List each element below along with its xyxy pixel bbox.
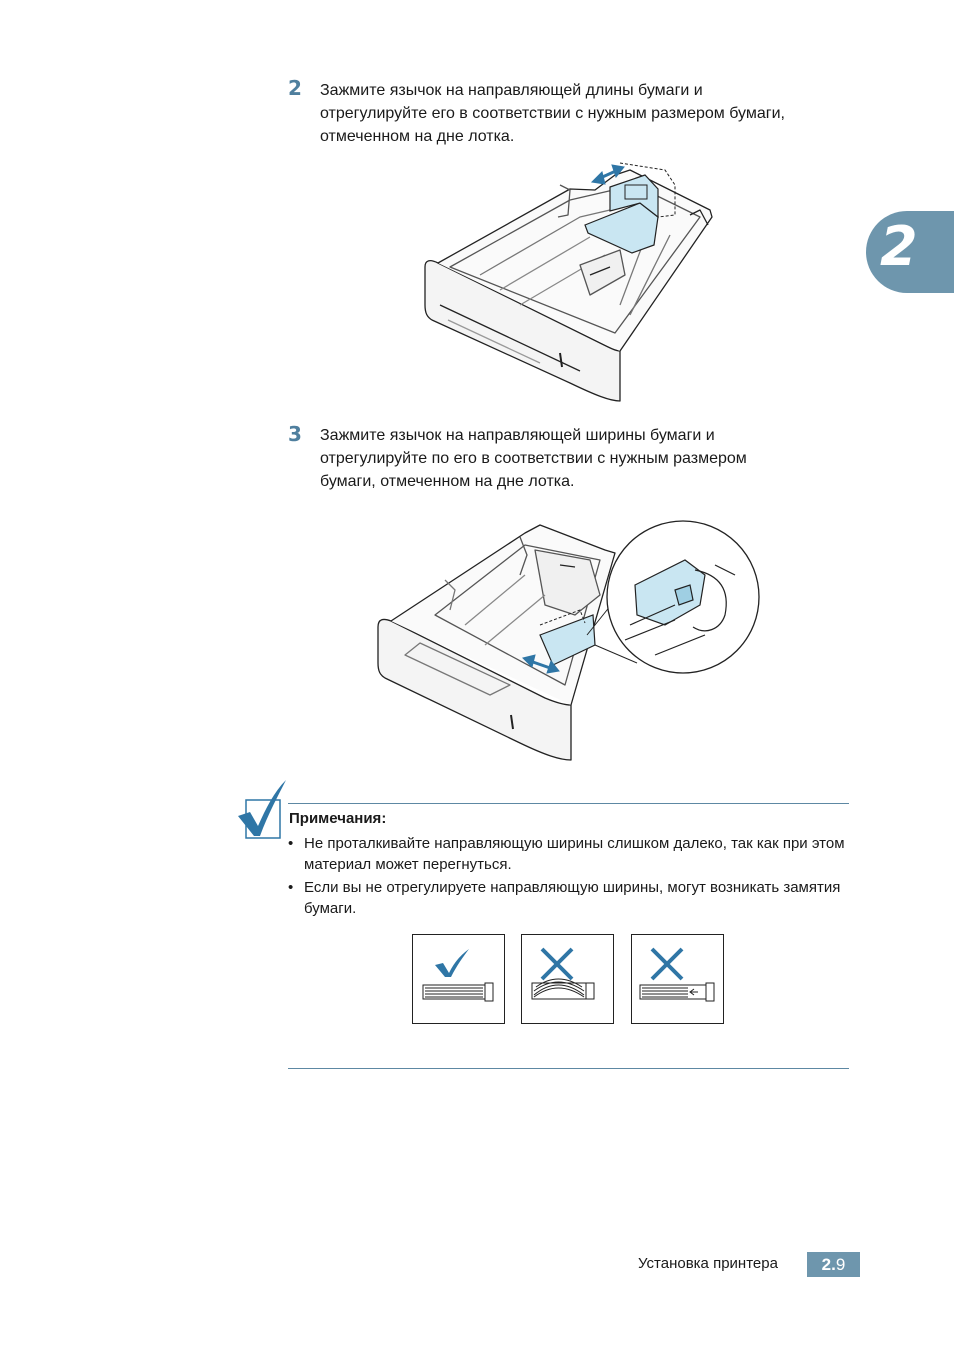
step-2-line-2: отрегулируйте его в соответствии с нужным размером бумаги,: [320, 105, 785, 122]
step-3-text: [320, 424, 860, 493]
step-3-line-3: бумаги, отмеченном на дне лотка.: [320, 473, 575, 490]
tray-length-guide-illustration: [420, 155, 720, 405]
step-2-text: [320, 79, 860, 148]
sample-too-loose-illustration: [632, 935, 723, 1023]
page-number-badge: [807, 1252, 860, 1277]
note-bottom-rule: [288, 1068, 849, 1069]
checkmark-icon: [435, 949, 469, 977]
note-checkmark-icon: [236, 778, 288, 840]
chapter-tab: [866, 211, 954, 293]
sample-correct: [412, 934, 505, 1024]
step-2-line-3: отмеченном на дне лотка.: [320, 128, 515, 145]
note-bullet-list: [288, 833, 853, 921]
note-top-rule: [288, 803, 849, 804]
sample-wrong-too-loose: [631, 934, 724, 1024]
step-3-line-2: отрегулируйте по его в соответствии с нужным размером: [320, 450, 747, 467]
cross-icon: [652, 949, 682, 979]
step-2-line-1: Зажмите язычок на направляющей длины бумаги и: [320, 82, 703, 99]
tray-width-guide-illustration: [375, 515, 765, 765]
sample-wrong-too-tight: [521, 934, 614, 1024]
step-2-number: 2: [288, 76, 302, 100]
step-3-number: 3: [288, 422, 302, 446]
note-bullet-1: • Не проталкивайте направляющую ширины слишком далеко, так как при этом материал может перегнуться.: [288, 833, 853, 875]
sample-correct-illustration: [413, 935, 504, 1023]
step-3-line-1: Зажмите язычок на направляющей ширины бумаги и: [320, 427, 715, 444]
chapter-tab-number: 2: [880, 215, 918, 278]
note-bullet-2: • Если вы не отрегулируете направляющую ширины, могут возникать замятия бумаги.: [288, 877, 853, 919]
note-title: Примечания:: [289, 810, 387, 827]
sample-too-tight-illustration: [522, 935, 613, 1023]
page-num: 9: [835, 1255, 846, 1274]
page-chapter: 2.: [821, 1255, 836, 1274]
footer-section-title: Установка принтера: [638, 1255, 778, 1272]
cross-icon: [542, 949, 572, 979]
